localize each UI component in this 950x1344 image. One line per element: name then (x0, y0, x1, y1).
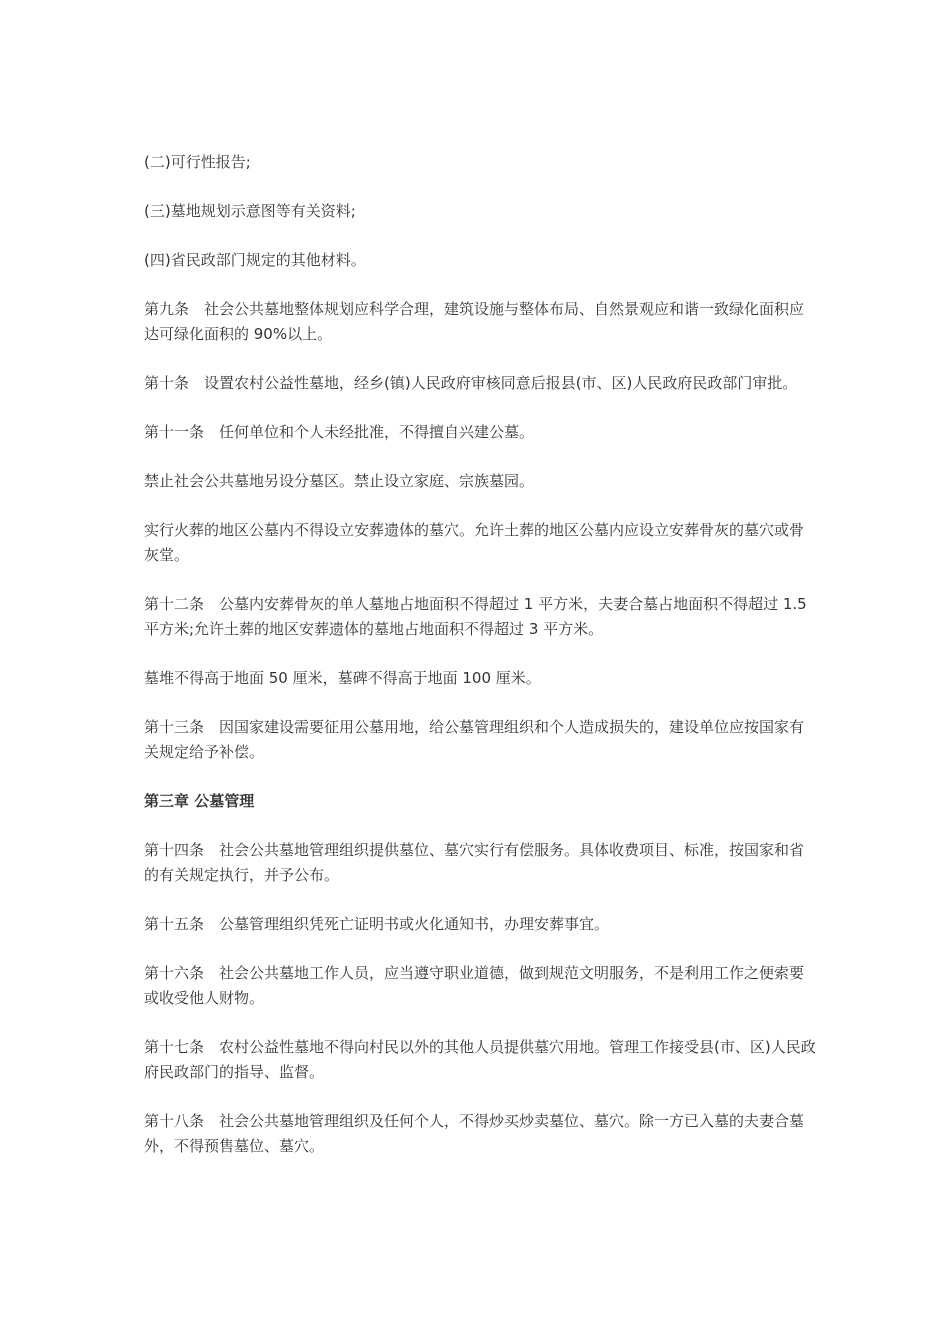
article-11-clause-3: 实行火葬的地区公墓内不得设立安葬遗体的墓穴。允许土葬的地区公墓内应设立安葬骨灰的墓穴或骨灰堂。 (144, 521, 805, 564)
article-16: 第十六条 社会公共墓地工作人员，应当遵守职业道德，做到规范文明服务，不是利用工作之便索要或收受他人财物。 (144, 964, 805, 1007)
chapter-3-heading: 第三章 公墓管理 (144, 792, 255, 810)
article-15: 第十五条 公墓管理组织凭死亡证明书或火化通知书，办理安葬事宜。 (144, 915, 610, 933)
article-9: 第九条 社会公共墓地整体规划应科学合理，建筑设施与整体布局、自然景观应和谐一致绿化面积应达可绿化面积的 90%以上。 (144, 300, 805, 343)
list-item-feasibility-report: (二)可行性报告; (144, 153, 251, 171)
article-13: 第十三条 因国家建设需要征用公墓用地，给公墓管理组织和个人造成损失的，建设单位应按国家有关规定给予补偿。 (144, 718, 805, 761)
list-item-other-materials: (四)省民政部门规定的其他材料。 (144, 251, 366, 269)
article-12-clause-2: 墓堆不得高于地面 50 厘米，墓碑不得高于地面 100 厘米。 (144, 669, 541, 687)
article-18: 第十八条 社会公共墓地管理组织及任何个人，不得炒买炒卖墓位、墓穴。除一方已入墓的夫妻合墓外，不得预售墓位、墓穴。 (144, 1112, 805, 1155)
article-10: 第十条 设置农村公益性墓地，经乡(镇)人民政府审核同意后报县(市、区)人民政府民政部门审批。 (144, 374, 798, 392)
document-page (144, 150, 816, 1183)
article-17: 第十七条 农村公益性墓地不得向村民以外的其他人员提供墓穴用地。管理工作接受县(市、区)人民政府民政部门的指导、监督。 (144, 1038, 816, 1081)
article-12: 第十二条 公墓内安葬骨灰的单人墓地占地面积不得超过 1 平方米，夫妻合墓占地面积不得超过 1.5 平方米;允许土葬的地区安葬遗体的墓地占地面积不得超过 3 平方米。 (144, 595, 807, 638)
article-14: 第十四条 社会公共墓地管理组织提供墓位、墓穴实行有偿服务。具体收费项目、标准，按国家和省的有关规定执行，并予公布。 (144, 841, 805, 884)
article-11-clause-2: 禁止社会公共墓地另设分墓区。禁止设立家庭、宗族墓园。 (144, 472, 535, 490)
article-11: 第十一条 任何单位和个人未经批准，不得擅自兴建公墓。 (144, 423, 535, 441)
list-item-cemetery-plan: (三)墓地规划示意图等有关资料; (144, 202, 356, 220)
